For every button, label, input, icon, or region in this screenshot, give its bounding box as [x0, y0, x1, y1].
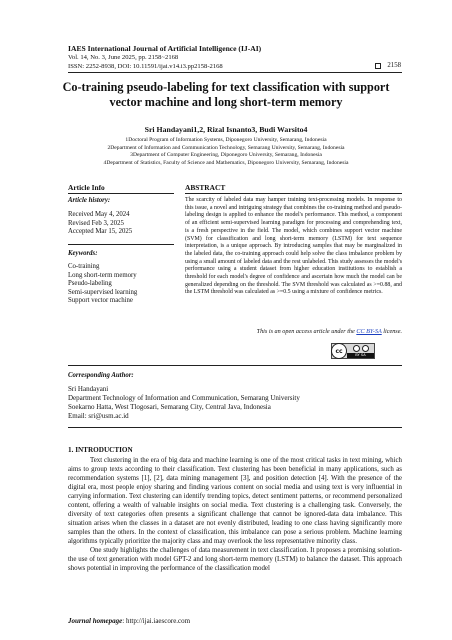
page-number-box [375, 62, 401, 69]
corresponding-address: Soekarno Hatta, West Tlogosari, Semarang City, Central Java, Indonesia [68, 403, 271, 411]
keyword: Pseudo-labeling [68, 280, 112, 288]
homepage-url[interactable]: : http://ijai.iaescore.com [122, 617, 191, 625]
corresponding-email: Email: sri@usm.ac.id [68, 412, 129, 420]
intro-paragraph: One study highlights the challenges of data measurement in text classification. It proposes a promising solution-the use of text generation with model GPT-2 and long short-term memory (LSTM) to balance the dataset. This approach shows potential in improving the performance of the classification model [68, 547, 402, 572]
keywords-list [68, 263, 174, 306]
cc-parts [347, 344, 374, 358]
keyword: Support vector machine [68, 297, 133, 305]
keyword: Co-training [68, 263, 100, 270]
cc-by-sa-badge [331, 343, 375, 359]
affiliation: 3Department of Computer Engineering, Diponegoro University, Semarang, Indonesia [130, 152, 322, 159]
rule [68, 365, 402, 366]
corresponding-details [68, 385, 402, 421]
journal-name: IAES International Journal of Artificial Intelligence (IJ-AI) [68, 44, 262, 53]
accepted-date: Accepted Mar 15, 2025 [68, 228, 133, 236]
license-prefix: This is an open access article under the [256, 328, 357, 335]
affiliation: 2Department of Information and Communication Technology, Semarang University, Semarang, Indonesia [107, 144, 345, 151]
received-date: Received May 4, 2024 [68, 211, 130, 218]
paper-title: Co-training pseudo-labeling for text classification with support vector machine and long short-term memory [62, 80, 390, 109]
license-link[interactable]: CC BY-SA [356, 328, 382, 335]
cc-parts-label: BY SA [347, 353, 374, 358]
keyword: Semi-supervised learning [68, 288, 138, 296]
intro-paragraph: Text clustering in the era of big data and machine learning is one of the most critical tasks in text mining, which aims to group texts according to their classification. Text clustering has been beneficial in many applications, such as recommendation systems [1], [2], data mining management [3], and position detection [4]. With the presence of the digital era, most people enjoy sharing and finding various content on social media and using text is very influential in carrying information. Text clustering can identify trending topics, detect sentiment patterns, or recommend personalized content, offering a wealth of valuable insights on social media. Text clustering is a challenging task. Conversely, the diversity of text categories often presents a significant challenge that cannot be ignored-data data imbalance. This situation arises when the classes in a dataset are not evenly distributed, leading to one class having significantly more samples than the others. In the context of classification, this imbalance can pose a serious problem. Machine learning algorithms typically prioritize the majority class and may overlook the less representative minority class. [68, 457, 402, 545]
affiliation: 1Doctoral Program of Information Systems, Diponegoro University, Semarang, Indonesia [125, 137, 327, 143]
article-history [68, 211, 174, 237]
square-icon [375, 63, 381, 69]
keywords-label: Keywords: [68, 250, 98, 257]
journal-issn-doi: ISSN: 2252-8938, DOI: 10.11591/ijai.v14.i3.pp2158-2168 [68, 63, 223, 70]
homepage-label: Journal homepage [68, 617, 123, 625]
journal-volume: Vol. 14, No. 3, June 2025, pp. 2158~2168 [68, 54, 179, 61]
paper-authors: Sri Handayani1,2, Rizal Isnanto3, Budi Warsito4 [144, 125, 308, 134]
intro-heading: 1. INTRODUCTION [68, 446, 133, 454]
intro-body [68, 456, 402, 573]
revised-date: Revised Feb 3, 2025 [68, 219, 124, 227]
by-person-icon [353, 345, 360, 352]
rule [185, 193, 402, 194]
corresponding-dept: Department Technology of Information and Communication, Semarang University [68, 394, 300, 402]
license-line [185, 328, 402, 335]
corresponding-heading: Corresponding Author: [68, 372, 134, 379]
share-alike-icon [362, 345, 369, 352]
rule [68, 427, 402, 428]
keyword: Long short-term memory [68, 271, 137, 279]
abstract-heading: ABSTRACT [185, 183, 226, 192]
corresponding-name: Sri Handayani [68, 385, 109, 393]
history-label: Article history: [68, 197, 111, 204]
article-info-heading: Article Info [68, 183, 105, 192]
rule [68, 244, 174, 245]
cc-icons [353, 345, 369, 352]
affiliation: 4Department of Statistics, Faculty of Science and Mathematics, Diponegoro University, Semarang, Indonesia [103, 159, 349, 166]
header-rule [68, 72, 402, 73]
page-number: 2158 [387, 62, 401, 69]
abstract-text: The scarcity of labeled data may hamper training text-processing models. In response to this issue, a novel and intriguing strategy that combines the co-training method and pseudo-labeling design is applied to enhance the model's performance. This method, a component of an efficient semi-supervised learning paradigm for processing and comprehending text, is a fresh perspective in the field. The model, which combines support vector machine (SVM) for classification and long short-term memory (LSTM) for text sequence interpretation, is a unique approach. By introducing samples that may be marginalized in the labeled data, the co-training approach could help solve the class imbalance problem by using a small amount of labeled data and the rest unlabeled. This study assesses the model's performance using a student dataset from higher education institutions to establish a threshold for each model's degree of confidence and ascertain how much the model can be generalized depending on the threshold. The SVM threshold was calculated as >=0.88, and the LSTM threshold was calculated as >=0.5 using a mixture of confidence metrics. [185, 197, 402, 296]
license-suffix: license. [381, 328, 402, 335]
cc-logo-icon: cc [331, 343, 347, 359]
journal-homepage [68, 617, 190, 625]
rule [68, 193, 174, 194]
affiliations [60, 137, 392, 167]
